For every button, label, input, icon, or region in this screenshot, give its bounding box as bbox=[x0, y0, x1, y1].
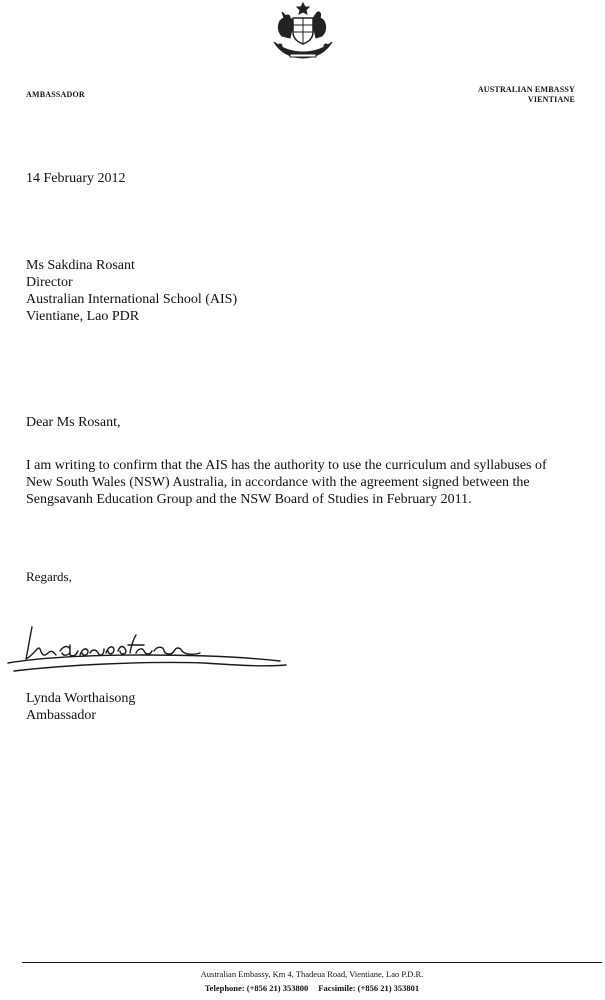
letter-date: 14 February 2012 bbox=[26, 171, 126, 186]
body-line: Sengsavanh Education Group and the NSW Board of Studies in February 2011. bbox=[26, 492, 472, 507]
footer-facsimile: Facsimile: (+856 21) 353801 bbox=[318, 983, 420, 993]
embassy-city: VIENTIANE bbox=[527, 95, 575, 104]
letter-body bbox=[26, 457, 605, 508]
recipient-organization: Australian International School (AIS) bbox=[26, 292, 238, 307]
coat-of-arms-emblem bbox=[268, 2, 338, 60]
closing: Regards, bbox=[26, 569, 72, 584]
recipient-location: Vientiane, Lao PDR bbox=[26, 309, 140, 324]
body-line: I am writing to confirm that the AIS has the authority to use the curriculum and syllabuses of bbox=[26, 458, 547, 473]
footer-address: Australian Embassy, Km 4, Thadeua Road, Vientiane, Lao P.D.R. bbox=[200, 969, 424, 979]
embassy-heading bbox=[478, 85, 575, 105]
handwritten-signature bbox=[4, 615, 289, 673]
salutation: Dear Ms Rosant, bbox=[26, 415, 121, 430]
body-line: New South Wales (NSW) Australia, in accordance with the agreement signed between the bbox=[26, 475, 530, 490]
signer-name: Lynda Worthaisong bbox=[26, 691, 136, 706]
footer-divider bbox=[22, 962, 602, 963]
embassy-name: AUSTRALIAN EMBASSY bbox=[477, 85, 575, 94]
signer-block bbox=[26, 690, 135, 724]
recipient-title: Director bbox=[26, 275, 73, 290]
footer-contact bbox=[22, 983, 602, 993]
sender-title: AMBASSADOR bbox=[26, 90, 85, 99]
footer-telephone: Telephone: (+856 21) 353800 bbox=[204, 983, 309, 993]
recipient-address bbox=[26, 257, 237, 325]
signer-title: Ambassador bbox=[26, 708, 96, 723]
recipient-name: Ms Sakdina Rosant bbox=[26, 258, 135, 273]
